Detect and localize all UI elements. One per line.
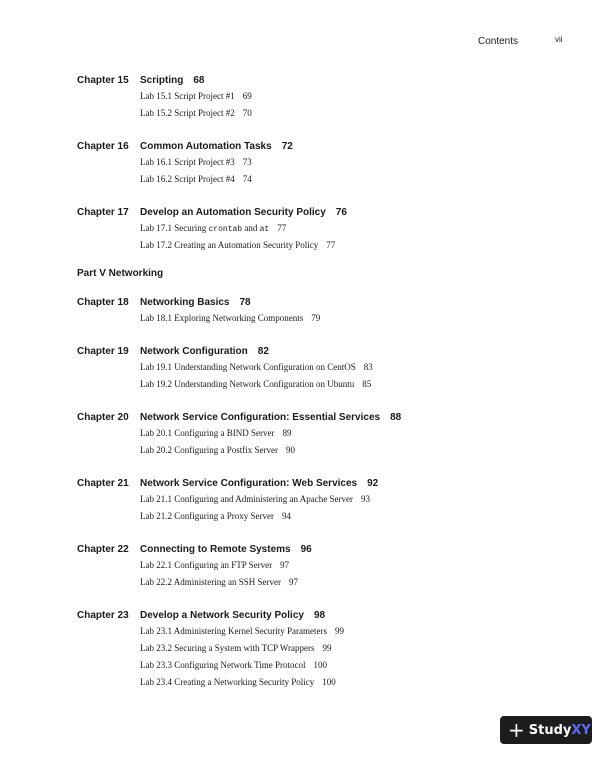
- lab-entry[interactable]: [140, 574, 577, 591]
- lab-page: 77: [326, 240, 336, 250]
- lab-entry[interactable]: [140, 425, 577, 442]
- lab-entry[interactable]: [140, 557, 577, 574]
- chapter-heading[interactable]: [77, 608, 577, 623]
- lab-text: Lab 15.2 Script Project #2: [140, 108, 235, 118]
- lab-entry[interactable]: [140, 491, 577, 508]
- chapter-page: 92: [367, 478, 379, 489]
- lab-entry[interactable]: [140, 640, 577, 657]
- lab-page: 93: [360, 494, 370, 504]
- lab-entry[interactable]: [140, 237, 577, 254]
- chapter-title: [140, 295, 251, 310]
- chapter-entry: [77, 476, 577, 525]
- chapter-label: Chapter 18: [77, 297, 129, 308]
- chapter-heading[interactable]: [77, 139, 577, 154]
- chapter-entry: [77, 205, 577, 254]
- lab-text: Lab 21.1 Configuring and Administering an Apache Server: [140, 494, 353, 504]
- lab-page: 73: [242, 157, 252, 167]
- lab-page: 89: [282, 428, 292, 438]
- lab-text: Lab 22.2 Administering an SSH Server: [140, 577, 281, 587]
- table-of-contents: [77, 73, 577, 708]
- chapter-title: [140, 344, 269, 359]
- lab-page: 79: [311, 313, 321, 323]
- lab-entry[interactable]: [140, 310, 577, 327]
- lab-text: Lab 16.1 Script Project #3: [140, 157, 235, 167]
- lab-page: 77: [277, 223, 287, 233]
- chapter-title: [140, 476, 378, 491]
- chapter-page: 72: [281, 141, 293, 152]
- lab-text: Lab 23.2 Securing a System with TCP Wrappers: [140, 643, 315, 653]
- lab-text: Lab 20.1 Configuring a BIND Server: [140, 428, 275, 438]
- chapter-page: 78: [239, 297, 251, 308]
- lab-page: 85: [362, 379, 372, 389]
- chapter-page: 82: [257, 346, 269, 357]
- chapter-title: [140, 410, 401, 425]
- lab-page: 74: [242, 174, 252, 184]
- lab-entry[interactable]: [140, 359, 577, 376]
- chapter-entry: [77, 542, 577, 591]
- lab-entry[interactable]: [140, 171, 577, 188]
- chapter-page: 68: [193, 75, 205, 86]
- chapter-heading[interactable]: [77, 205, 577, 220]
- plus-icon: +: [508, 718, 525, 742]
- chapter-title: [140, 139, 293, 154]
- chapter-page: 98: [313, 610, 326, 621]
- chapter-heading[interactable]: [77, 476, 577, 491]
- lab-text: Lab 19.1 Understanding Network Configuration on CentOS: [140, 362, 356, 372]
- lab-text: Lab 23.1 Administering Kernel Security Parameters: [140, 626, 327, 636]
- chapter-page: 76: [335, 207, 347, 218]
- lab-text: Lab 15.1 Script Project #1: [140, 91, 235, 101]
- lab-page: 100: [313, 660, 327, 670]
- chapter-entry: [77, 295, 577, 327]
- page-number: vii: [555, 35, 563, 44]
- chapter-title: [140, 205, 347, 220]
- lab-text: Lab 23.4 Creating a Networking Security Policy: [140, 677, 315, 687]
- chapter-page: 88: [390, 412, 402, 423]
- lab-code: at: [259, 225, 270, 234]
- lab-page: 97: [289, 577, 298, 587]
- chapter-title-text: Network Service Configuration: Essential Services: [140, 412, 381, 423]
- chapter-label: Chapter 15: [77, 75, 129, 86]
- lab-page: 70: [242, 108, 252, 118]
- lab-entry[interactable]: [140, 220, 577, 237]
- chapter-label: Chapter 20: [77, 412, 129, 423]
- part-heading: Part V Networking: [77, 268, 164, 279]
- chapter-heading[interactable]: [77, 542, 577, 557]
- chapter-title-text: Networking Basics: [140, 297, 230, 308]
- chapter-title-text: Network Service Configuration: Web Services: [140, 478, 358, 489]
- chapter-title-text: Develop a Network Security Policy: [140, 610, 304, 621]
- running-head: [478, 35, 563, 47]
- chapter-entry: [77, 139, 577, 188]
- lab-page: 97: [280, 560, 290, 570]
- lab-text: and: [244, 223, 258, 233]
- lab-page: 69: [242, 91, 252, 101]
- lab-entry[interactable]: [140, 508, 577, 525]
- lab-entry[interactable]: [140, 623, 577, 640]
- lab-page: 100: [322, 677, 336, 687]
- lab-text: Lab 17.1 Securing: [140, 223, 207, 233]
- chapter-label: Chapter 17: [77, 207, 129, 218]
- lab-entry[interactable]: [140, 442, 577, 459]
- chapter-entry: [77, 410, 577, 459]
- lab-page: 99: [334, 626, 344, 636]
- chapter-label: Chapter 22: [77, 544, 129, 555]
- lab-text: Lab 22.1 Configuring an FTP Server: [140, 560, 273, 570]
- lab-text: Lab 16.2 Script Project #4: [140, 174, 235, 184]
- lab-page: 90: [285, 445, 295, 455]
- lab-entry[interactable]: [140, 657, 577, 674]
- lab-code: crontab: [208, 225, 243, 234]
- chapter-label: Chapter 16: [77, 141, 129, 152]
- chapter-label: Chapter 21: [77, 478, 129, 489]
- lab-text: Lab 23.3 Configuring Network Time Protocol: [140, 660, 306, 670]
- studyxy-badge[interactable]: [500, 716, 592, 744]
- lab-entry[interactable]: [140, 105, 577, 122]
- chapter-page: 96: [300, 544, 312, 555]
- chapter-entry: [77, 608, 577, 691]
- chapter-label: Chapter 19: [77, 346, 129, 357]
- chapter-entry: [77, 73, 577, 122]
- lab-text: Lab 20.2 Configuring a Postfix Server: [140, 445, 278, 455]
- chapter-heading[interactable]: [77, 295, 577, 310]
- chapter-title-text: Scripting: [140, 75, 184, 86]
- section-title: Contents: [478, 36, 519, 47]
- lab-entry[interactable]: [140, 154, 577, 171]
- lab-text: Lab 19.2 Understanding Network Configuration on Ubuntu: [140, 379, 355, 389]
- lab-text: Lab 21.2 Configuring a Proxy Server: [140, 511, 274, 521]
- chapter-heading[interactable]: [77, 410, 577, 425]
- lab-page: 83: [363, 362, 373, 372]
- brand-name: StudyXY: [528, 722, 591, 738]
- chapter-heading[interactable]: [77, 73, 577, 88]
- chapter-title-text: Develop an Automation Security Policy: [140, 207, 326, 218]
- lab-page: 94: [281, 511, 291, 521]
- lab-text: Lab 18.1 Exploring Networking Components: [140, 313, 304, 323]
- chapter-title-text: Network Configuration: [140, 346, 248, 357]
- lab-text: Lab 17.2 Creating an Automation Security Policy: [140, 240, 319, 250]
- chapter-title-text: Connecting to Remote Systems: [140, 544, 291, 555]
- chapter-title: [140, 542, 312, 557]
- chapter-title: [140, 73, 204, 88]
- chapter-entry: [77, 344, 577, 393]
- lab-entry[interactable]: [140, 376, 577, 393]
- chapter-label: Chapter 23: [77, 610, 129, 621]
- lab-entry[interactable]: [140, 88, 577, 105]
- chapter-heading[interactable]: [77, 344, 577, 359]
- chapter-title-text: Common Automation Tasks: [140, 141, 272, 152]
- lab-page: 99: [322, 643, 332, 653]
- chapter-title: [140, 608, 325, 623]
- lab-entry[interactable]: [140, 674, 577, 691]
